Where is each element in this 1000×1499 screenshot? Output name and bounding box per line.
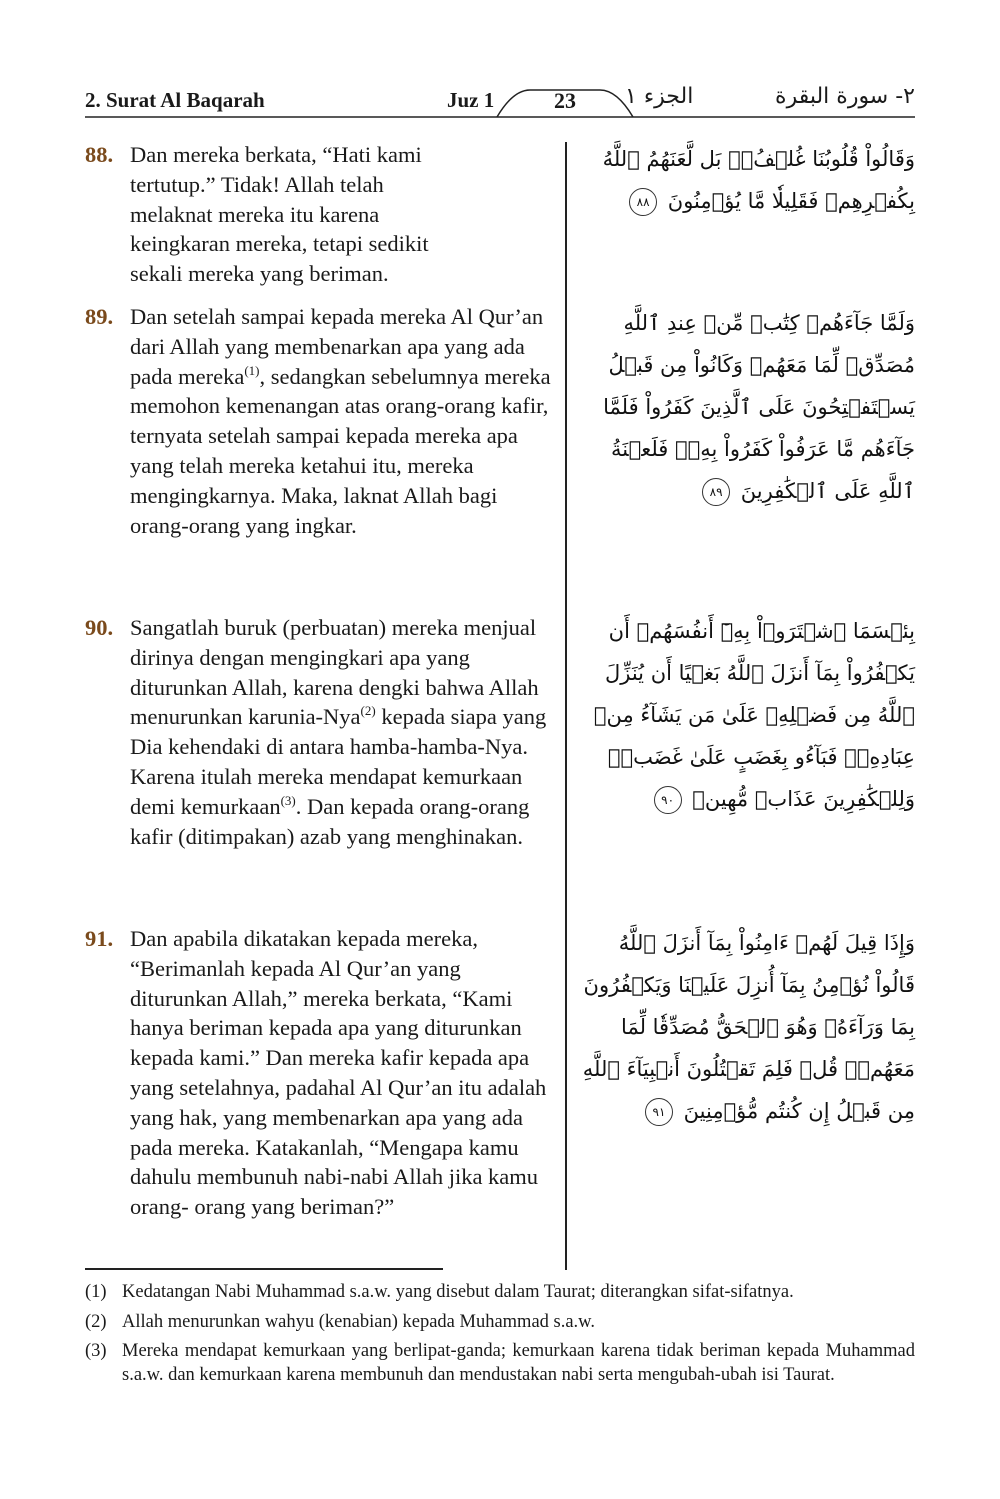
page-number: 23 xyxy=(554,88,576,113)
juz-label-arabic: الجزء ١ xyxy=(625,84,694,109)
verse-number: 88. xyxy=(85,142,114,167)
footnote-mark: (2) xyxy=(85,1311,107,1332)
arabic-text: بِئۡسَمَا ٱشۡتَرَوۡاْ بِهِۦٓ أَنفُسَهُمۡ أَن يَكۡفُرُواْ بِمَآ أَنزَلَ ٱللَّهُ بَغۡيًا أَن يُنَزِّلَ ٱللَّهُ مِن فَضۡلِهِۦ عَلَىٰ مَن يَشَآءُ مِنۡ عِبَادِهِۦۖ فَبَآءُو بِغَضَبٍ عَلَىٰ غَضَبٖۚ وَلِلۡكَٰفِرِينَ عَذَابٞ مُّهِينٞ xyxy=(593,619,915,811)
arabic-text: وَقَالُواْ قُلُوبُنَا غُلۡفُۢۚ بَل لَّعَنَهُمُ ٱللَّهُ بِكُفۡرِهِمۡ فَقَلِيلٗا مَّا يُؤۡمِنُونَ xyxy=(602,147,915,213)
ayah-end-marker: ٨٩ xyxy=(702,478,730,506)
verse-number: 91. xyxy=(85,926,114,951)
footnote-text: Mereka mendapat kemurkaan yang berlipat-ganda; kemurkaan karena tidak beriman kepada Muhammad s.a.w. dan kemurkaan karena membunuh dan mendustakan nabi serta mengubah-ubah isi Taurat. xyxy=(122,1341,915,1385)
arabic-text: وَلَمَّا جَآءَهُمۡ كِتَٰبٞ مِّنۡ عِندِ ٱللَّهِ مُصَدِّقٞ لِّمَا مَعَهُمۡ وَكَانُواْ مِن قَبۡلُ يَسۡتَفۡتِحُونَ عَلَى ٱلَّذِينَ كَفَرُواْ فَلَمَّا جَآءَهُم مَّا عَرَفُواْ كَفَرُواْ بِهِۦۚ فَلَعۡنَةُ ٱللَّهِ عَلَى ٱلۡكَٰفِرِينَ xyxy=(603,311,915,503)
ayah-end-marker: ٨٨ xyxy=(629,188,657,216)
verse-text: Sangatlah buruk (perbuatan) mereka menjual dirinya dengan mengingkari apa yang diturunkan Allah, karena dengki bahwa Allah menurunkan karunia-Nya$^{(2)}$ kepada siapa yang Dia kehendaki di antara hamba-hamba-Nya. Karena itulah mereka mendapat kemurkaan demi kemurkaan$^{(3)}$. Dan kepada orang-orang kafir (ditimpakan) azab yang menghinakan. xyxy=(130,615,547,849)
page-header xyxy=(85,86,915,126)
footnotes xyxy=(85,1281,915,1393)
surah-title-latin: 2. Surat Al Baqarah xyxy=(85,88,265,112)
column-divider xyxy=(565,142,567,1270)
footnote-separator xyxy=(85,1268,443,1270)
ayah-end-marker: ٩٠ xyxy=(654,786,682,814)
verse-text: Dan apabila dikatakan kepada mereka, “Berimanlah kepada Al Qur’an yang diturunkan Allah,” mereka berkata, “Kami hanya beriman kepada apa yang diturunkan kepada kami.” Dan mereka kafir kepada apa yang setelahnya, padahal Al Qur’an itu adalah yang hak, yang membenarkan apa yang ada pada mereka. Katakanlah, “Mengapa kamu dahulu membunuh nabi-nabi Allah jika kamu orang- orang yang beriman?” xyxy=(130,926,547,1220)
footnote-ref: (1) xyxy=(244,362,260,378)
footnote-text: Allah menurunkan wahyu (kenabian) kepada Muhammad s.a.w. xyxy=(122,1311,595,1332)
verse-text: Dan setelah sampai kepada mereka Al Qur’an dari Allah yang membenarkan apa yang ada pada mereka$^{(1)}$, sedangkan sebelumnya mereka memohon kemenangan atas orang-orang kafir, ternyata setelah sampai kepada mereka apa yang telah mereka ketahui itu, mereka mengingkarnya. Maka, laknat Allah bagi orang-orang yang ingkar. xyxy=(130,304,551,538)
footnote-text: Kedatangan Nabi Muhammad s.a.w. yang disebut dalam Taurat; diterangkan sifat-sifatnya. xyxy=(122,1282,794,1302)
verse-88 xyxy=(85,140,560,289)
footnote-mark: (3) xyxy=(85,1341,107,1361)
verse-91 xyxy=(85,924,560,1222)
footnote-ref: (3) xyxy=(280,792,296,808)
surah-title-arabic: ٢- سورة البقرة xyxy=(775,84,915,109)
footnote-2 xyxy=(85,1311,915,1335)
footnote-1 xyxy=(85,1281,915,1305)
arabic-verse-90 xyxy=(580,610,915,820)
arabic-verse-91 xyxy=(580,922,915,1132)
footnote-mark: (1) xyxy=(85,1282,107,1302)
verse-number: 90. xyxy=(85,615,114,640)
ayah-end-marker: ٩١ xyxy=(645,1098,673,1126)
arabic-verse-88 xyxy=(580,138,915,222)
verse-89 xyxy=(85,302,560,540)
arabic-verse-89 xyxy=(580,302,915,512)
juz-label-latin: Juz 1 xyxy=(447,88,495,112)
verse-number: 89. xyxy=(85,304,114,329)
arabic-text: وَإِذَا قِيلَ لَهُمۡ ءَامِنُواْ بِمَآ أَنزَلَ ٱللَّهُ قَالُواْ نُؤۡمِنُ بِمَآ أُنزِلَ عَلَيۡنَا وَيَكۡفُرُونَ بِمَا وَرَآءَهُۥ وَهُوَ ٱلۡحَقُّ مُصَدِّقٗا لِّمَا مَعَهُمۡۗ قُلۡ فَلِمَ تَقۡتُلُونَ أَنۢبِيَآءَ ٱللَّهِ مِن قَبۡلُ إِن كُنتُم مُّؤۡمِنِينَ xyxy=(582,931,915,1123)
footnote-ref: (2) xyxy=(360,703,376,719)
footnote-3 xyxy=(85,1340,915,1387)
verse-90 xyxy=(85,613,560,851)
verse-text: Dan mereka berkata, “Hati kami tertutup.” Tidak! Allah telah melaknat mereka itu karena keingkaran mereka, tetapi sedikit sekali mereka yang beriman. xyxy=(130,142,429,287)
